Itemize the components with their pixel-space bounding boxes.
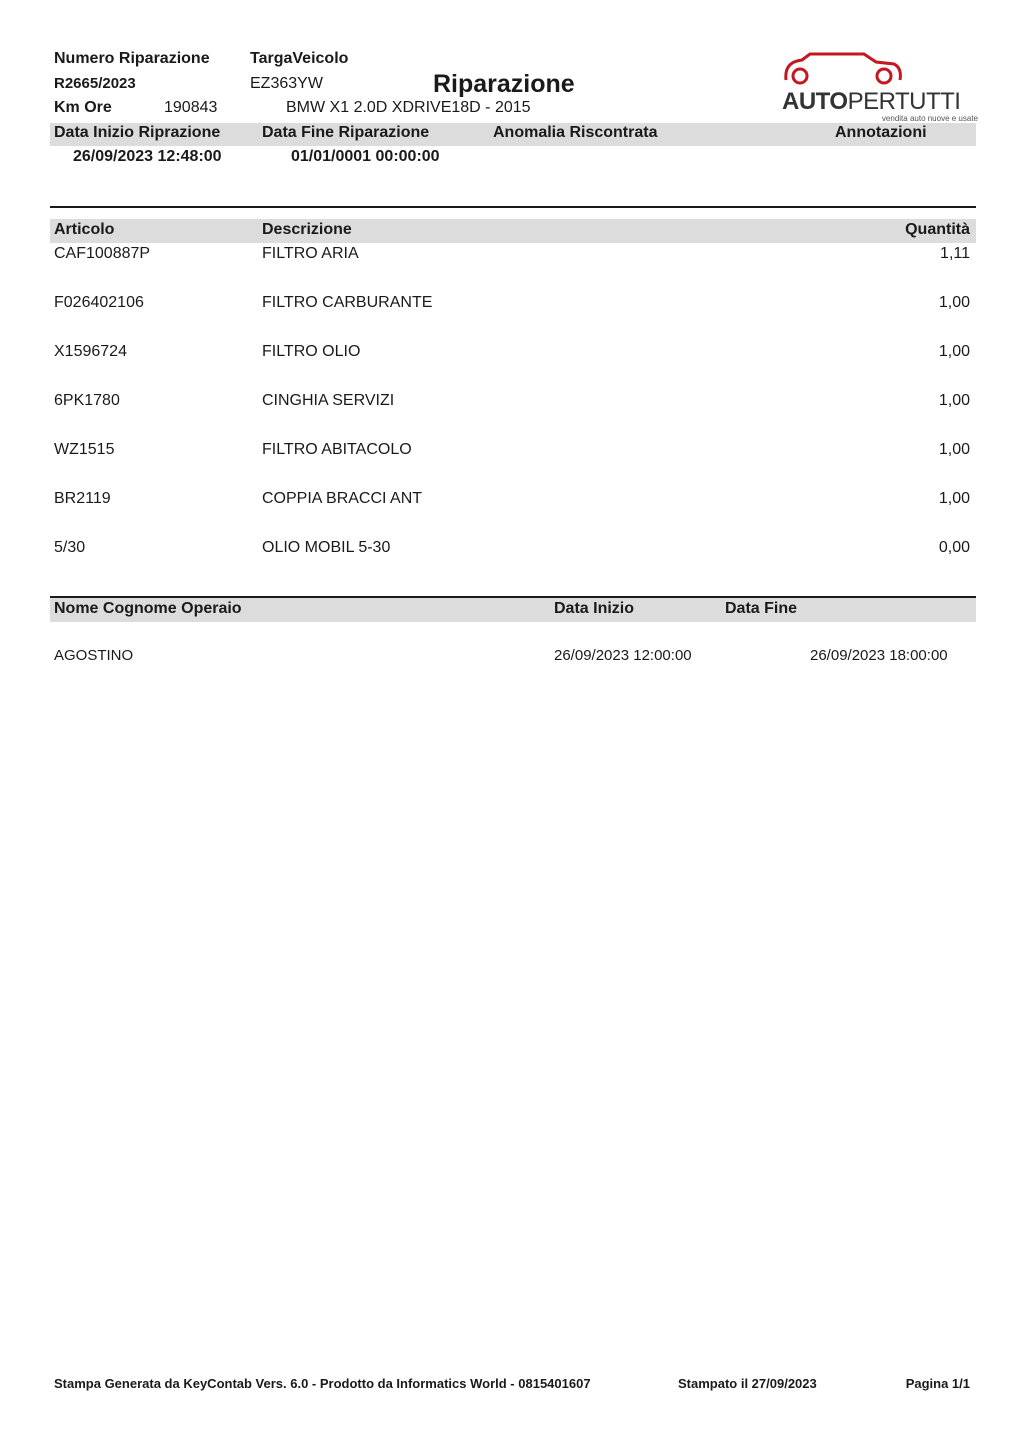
articles-header-bar xyxy=(50,219,976,243)
logo-name-bold: AUTO xyxy=(782,88,848,115)
articolo-code: 5/30 xyxy=(54,539,86,556)
articolo-quantita: 1,00 xyxy=(938,392,970,409)
operaio-nome: AGOSTINO xyxy=(54,647,134,664)
footer-printed: Stampato il 27/09/2023 xyxy=(678,1376,817,1391)
articolo-descrizione: FILTRO ABITACOLO xyxy=(262,441,412,458)
col-nome-operaio: Nome Cognome Operaio xyxy=(54,600,242,617)
data-fine-label: Data Fine Riparazione xyxy=(262,124,430,141)
numero-riparazione-value: R2665/2023 xyxy=(54,75,136,92)
articolo-descrizione: FILTRO OLIO xyxy=(262,343,361,360)
annotazioni-label: Annotazioni xyxy=(835,124,927,141)
data-inizio-label: Data Inizio Riprazione xyxy=(54,124,221,141)
company-logo xyxy=(778,48,978,126)
articolo-code: F026402106 xyxy=(54,294,144,311)
targa-label: TargaVeicolo xyxy=(250,50,349,67)
col-data-inizio: Data Inizio xyxy=(554,600,635,617)
articolo-code: BR2119 xyxy=(54,490,111,507)
articolo-code: X1596724 xyxy=(54,343,127,360)
table-row xyxy=(0,294,1024,343)
articolo-descrizione: OLIO MOBIL 5-30 xyxy=(262,539,391,556)
articolo-quantita: 1,00 xyxy=(938,294,970,311)
col-quantita: Quantità xyxy=(905,221,970,238)
km-ore-label: Km Ore xyxy=(54,99,112,116)
km-ore-value: 190843 xyxy=(164,99,218,116)
operaio-data-fine: 26/09/2023 18:00:00 xyxy=(810,647,948,664)
col-descrizione: Descrizione xyxy=(262,221,352,238)
articolo-descrizione: FILTRO ARIA xyxy=(262,245,359,262)
logo-name-light: PERTUTTI xyxy=(847,88,961,115)
page-title: Riparazione xyxy=(433,70,575,98)
footer-page: Pagina 1/1 xyxy=(905,1376,970,1391)
logo-wordmark xyxy=(782,88,960,116)
targa-value: EZ363YW xyxy=(250,75,323,92)
anomalia-label: Anomalia Riscontrata xyxy=(493,124,658,141)
data-inizio-value: 26/09/2023 12:48:00 xyxy=(73,148,222,165)
articolo-descrizione: FILTRO CARBURANTE xyxy=(262,294,433,311)
vehicle-model: BMW X1 2.0D XDRIVE18D - 2015 xyxy=(286,99,531,116)
articolo-code: WZ1515 xyxy=(54,441,115,458)
articolo-quantita: 1,11 xyxy=(940,245,970,262)
articles-divider xyxy=(50,206,976,208)
articolo-descrizione: CINGHIA SERVIZI xyxy=(262,392,395,409)
col-data-fine: Data Fine xyxy=(725,600,798,617)
col-articolo: Articolo xyxy=(54,221,115,238)
footer-generated: Stampa Generata da KeyContab Vers. 6.0 - Prodotto da Informatics World - 0815401607 xyxy=(54,1376,591,1391)
table-row xyxy=(0,343,1024,392)
articolo-quantita: 0,00 xyxy=(938,539,970,556)
operaio-data-inizio: 26/09/2023 12:00:00 xyxy=(554,647,692,664)
articolo-quantita: 1,00 xyxy=(938,490,970,507)
articolo-descrizione: COPPIA BRACCI ANT xyxy=(262,490,423,507)
table-row xyxy=(0,490,1024,539)
numero-riparazione-label: Numero Riparazione xyxy=(54,50,210,67)
logo-tagline: vendita auto nuove e usate xyxy=(881,114,978,123)
table-row xyxy=(0,245,1024,294)
table-row xyxy=(0,392,1024,441)
data-fine-value: 01/01/0001 00:00:00 xyxy=(291,148,440,165)
car-logo-icon xyxy=(780,48,906,88)
articolo-code: CAF100887P xyxy=(54,245,151,262)
articolo-code: 6PK1780 xyxy=(54,392,120,409)
table-row xyxy=(0,539,1024,588)
articolo-quantita: 1,00 xyxy=(938,343,970,360)
table-row xyxy=(0,441,1024,490)
articolo-quantita: 1,00 xyxy=(938,441,970,458)
